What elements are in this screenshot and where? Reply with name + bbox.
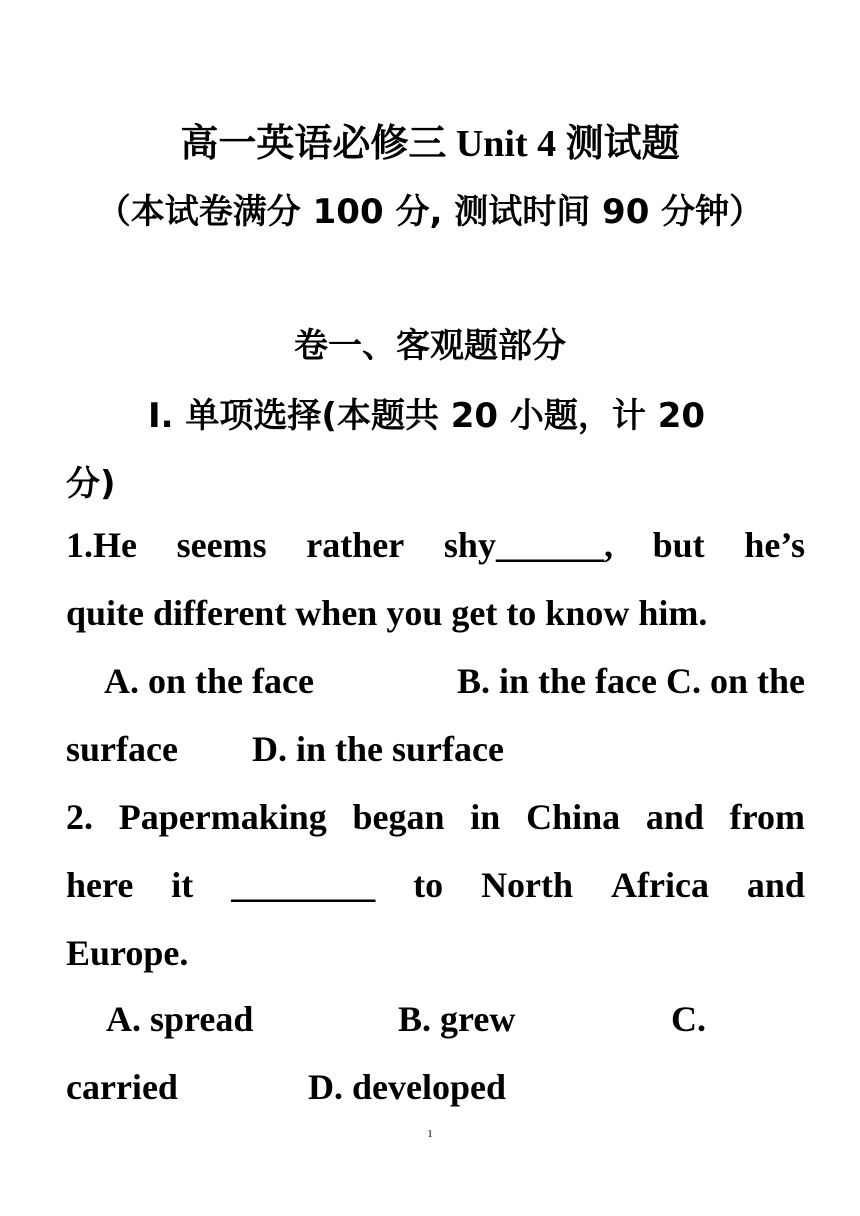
word: to [413, 865, 444, 905]
word: Papermaking [118, 797, 327, 837]
question-2-line-2 [66, 864, 805, 906]
word: North [481, 865, 574, 905]
option-a: A. on the face [104, 661, 314, 701]
word: shy______, [443, 525, 613, 565]
word: Africa [611, 865, 709, 905]
question-1-line-2: quite different when you get to know him. [66, 593, 708, 633]
word: in [470, 797, 501, 837]
question-1-line-1 [66, 524, 805, 566]
word: began [352, 797, 445, 837]
word: and [645, 797, 704, 837]
page-title: 高一英语必修三 Unit 4 测试题 [180, 123, 680, 165]
option-c-text: carried [66, 1067, 178, 1107]
part-heading-continued: 分) [66, 464, 116, 504]
word: rather [306, 525, 405, 565]
word: China [526, 797, 621, 837]
option-c-label: C. [671, 999, 706, 1039]
word: but [652, 525, 705, 565]
option-d: D. developed [308, 1067, 506, 1107]
word: here [66, 865, 134, 905]
page-number: 1 [427, 1128, 433, 1140]
answer-blank: ________ [231, 865, 376, 905]
exam-subtitle: （本试卷满分 100 分, 测试时间 90 分钟） [96, 192, 764, 232]
word: he’s [744, 525, 805, 565]
word: 2. [66, 797, 93, 837]
part-heading [148, 388, 805, 437]
word: and [746, 865, 805, 905]
section-heading: 卷一、客观题部分 [294, 326, 566, 366]
word: seems [176, 525, 267, 565]
part-heading-text: I. 单项选择(本题共 20 小题，计 20 [148, 396, 706, 436]
word: 1.He [66, 525, 137, 565]
option-d: D. in the surface [252, 729, 504, 769]
option-b-c: B. in the face C. on the [457, 661, 805, 701]
question-2-line-3: Europe. [66, 933, 189, 973]
question-2-line-1 [66, 796, 805, 838]
option-a: A. spread [106, 999, 254, 1039]
option-c-continued: surface [66, 729, 178, 769]
option-b: B. grew [398, 999, 516, 1039]
word: from [729, 797, 805, 837]
word: it [171, 865, 194, 905]
